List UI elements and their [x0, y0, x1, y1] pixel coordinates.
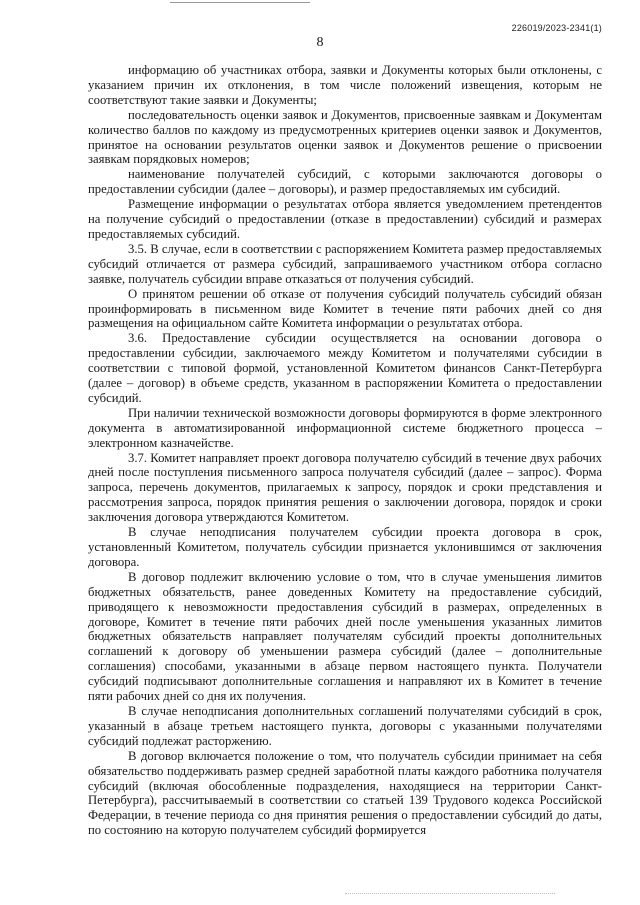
paragraph-termination: В случае неподписания дополнительных соглашений получателями субсидий в срок, указанный в абзаце третьем настоящего пункта, договоры с указанными получателями субсидий подлежат расторжению.	[88, 703, 602, 748]
paragraph-3-6: 3.6. Предоставление субсидии осуществляется на основании договора о предоставлении субсидии, заключаемого между Комитетом и получателями субсидии в соответствии с типовой формой, установленной Комитетом финансов Санкт-Петербурга (далее – договор) в объеме средств, указанном в распоряжении Комитета о предоставлении субсидий.	[88, 331, 602, 405]
paragraph-rejected-participants: информацию об участниках отбора, заявки и Документы которых были отклонены, с указанием причин их отклонения, в том числе положений извещения, которым не соответствуют такие заявки и Документы;	[88, 63, 602, 107]
paragraph-results-notice: Размещение информации о результатах отбора является уведомлением претендентов на получение субсидий о предоставлении (отказе в предоставлении) субсидий и размерах предоставляемых субсидий.	[88, 197, 602, 241]
scan-top-line	[170, 2, 310, 3]
scan-footer-mark	[345, 893, 555, 897]
document-body	[88, 63, 602, 838]
paragraph-3-5: 3.5. В случае, если в соответствии с распоряжением Комитета размер предоставляемых субсидий отличается от размера субсидий, запрашиваемого участником отбора согласно заявке, получатель субсидии вправе отказаться от получения субсидий.	[88, 241, 602, 286]
paragraph-limits-reduction: В договор подлежит включению условие о том, что в случае уменьшения лимитов бюджетных обязательств, ранее доведенных Комитету на предоставление субсидий, приводящего к невозможности предоставления субсидий в размерах, определенных в договоре, Комитет в течение пяти рабочих дней после уменьшения указанных лимитов бюджетных обязательств направляет получателям субсидий проекты дополнительных соглашений к договору об уменьшении размера субсидий (далее – дополнительные соглашения) способами, указанными в абзаце первом настоящего пункта. Получатели субсидий подписывают дополнительные соглашения и направляют их в Комитет в течение пяти рабочих дней со дня их получения.	[88, 569, 602, 704]
paragraph-electronic-form: При наличии технической возможности договоры формируются в форме электронного документа в автоматизированной информационной системе бюджетного процесса – электронном казначействе.	[88, 405, 602, 450]
paragraph-recipients-names: наименование получателей субсидий, с которыми заключаются договоры о предоставлении субсидии (далее – договоры), и размер предоставляемых им субсидий.	[88, 167, 602, 197]
document-id: 226019/2023-2341(1)	[511, 23, 602, 33]
paragraph-3-7: 3.7. Комитет направляет проект договора получателю субсидий в течение двух рабочих дней после поступления письменного запроса получателя субсидий (далее – запрос). Форма запроса, перечень документов, прилагаемых к запросу, порядок и сроки представления и рассмотрения запроса, порядок принятия решения о заключении договора, порядок и сроки заключения договора утверждаются Комитетом.	[88, 450, 602, 525]
paragraph-salary-obligation: В договор включается положение о том, что получатель субсидии принимает на себя обязательство поддерживать размер средней заработной платы каждого работника получателя субсидий (включая обособленные подразделения, находящиеся на территории Санкт-Петербурга), рассчитываемый в соответствии со статьей 139 Трудового кодекса Российской Федерации, в течение периода со дня принятия решения о предоставлении субсидий до даты, по состоянию на которую получателем субсидий формируется	[88, 748, 602, 838]
page-number: 8	[316, 35, 324, 50]
paragraph-refusal-decision: О принятом решении об отказе от получения субсидий получатель субсидий обязан проинформировать в письменном виде Комитет в течение пяти рабочих дней со дня размещения на официальном сайте Комитета информации о результатах отбора.	[88, 286, 602, 331]
paragraph-evaluation-sequence: последовательность оценки заявок и Документов, присвоенные заявкам и Документам количество баллов по каждому из предусмотренных критериев оценки заявок и Документов, принятое на основании результатов оценки заявок и Документов решение о присвоении заявкам порядковых номеров;	[88, 107, 602, 167]
paragraph-non-signing: В случае неподписания получателем субсидии проекта договора в срок, установленный Комитетом, получатель субсидии признается уклонившимся от заключения договора.	[88, 525, 602, 569]
